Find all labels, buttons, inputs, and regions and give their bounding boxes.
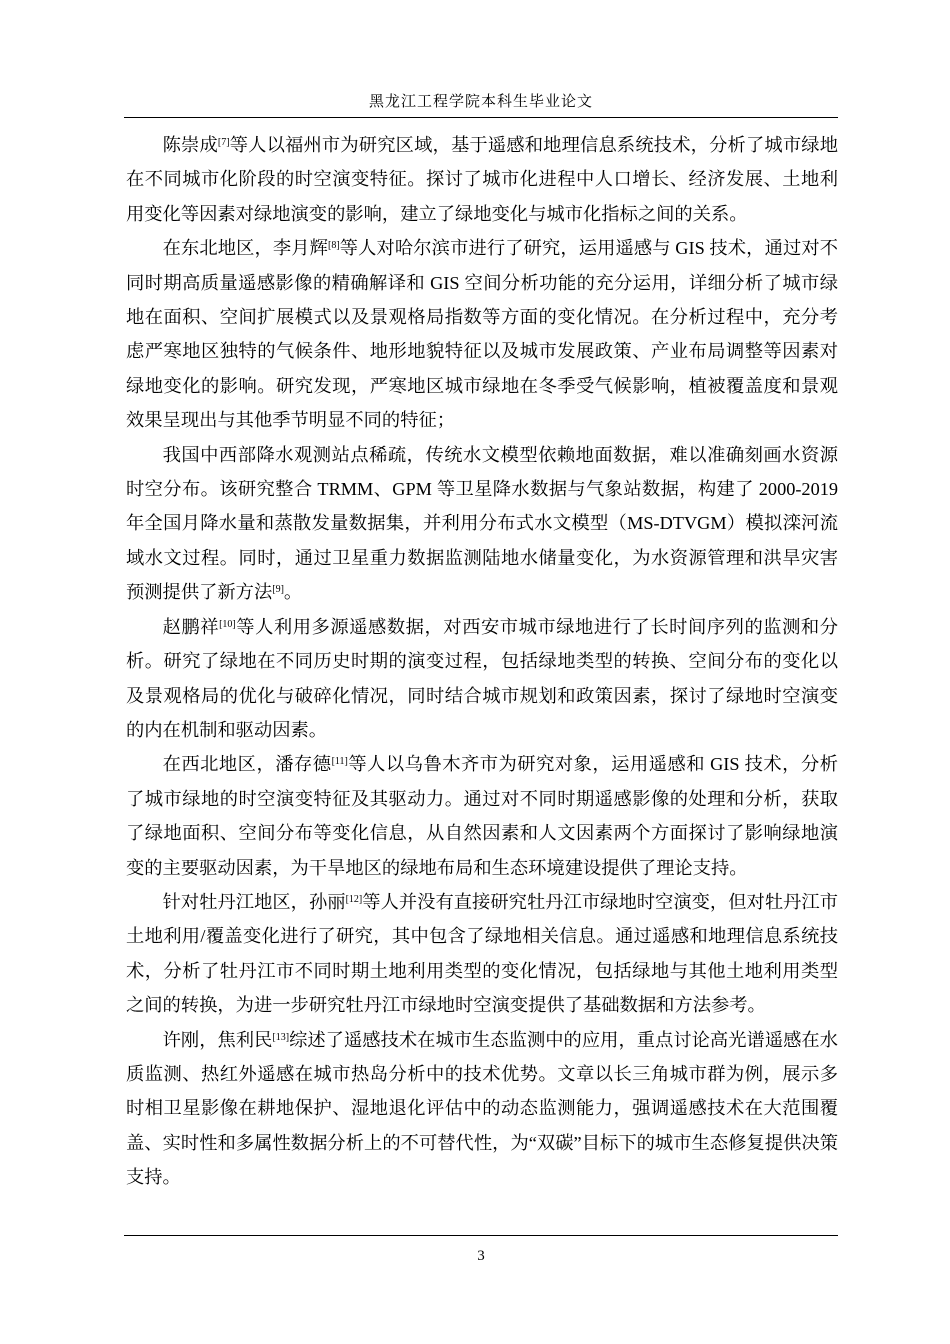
paragraph-text: 针对牡丹江地区，孙丽 — [162, 891, 346, 912]
citation-ref: [10] — [219, 618, 236, 630]
paragraph-text: 等人以福州市为研究区域，基于遥感和地理信息系统技术，分析了城市绿地在不同城市化阶段的时空演变特征。探讨了城市化进程中人口增长、经济发展、土地利用变化等因素对绿地演变的影响，建立了绿地变化与城市化指标之间的关系。 — [126, 135, 839, 224]
paragraph — [126, 885, 838, 1023]
paragraph — [126, 128, 838, 231]
paragraph-text: 我国中西部降水观测站点稀疏，传统水文模型依赖地面数据，难以准确刻画水资源时空分布。该研究整合 TRMM、GPM 等卫星降水数据与气象站数据，构建了 2000-2019 年全国月降水量和蒸散发量数据集，并利用分布式水文模型（MS-DTVGM）模拟滦河流域水文过程。同时，通过卫星重力数据监测陆地水储量变化，为水资源管理和洪旱灾害预测提供了新方法 — [126, 444, 838, 603]
paragraph-text: 赵鹏祥 — [162, 616, 220, 637]
citation-ref: [9] — [272, 584, 284, 596]
paragraph — [126, 1023, 838, 1195]
paragraph-text: 等人对哈尔滨市进行了研究，运用遥感与 GIS 技术，通过对不同时期高质量遥感影像的精确解译和 GIS 空间分析功能的充分运用，详细分析了城市绿地在面积、空间扩展模式以及景观格局指数等方面的变化情况。在分析过程中，充分考虑严寒地区独特的气候条件、地形地貌特征以及城市发展政策、产业布局调整等因素对绿地变化的影响。研究发现，严寒地区城市绿地在冬季受气候影响，植被覆盖度和景观效果呈现出与其他季节明显不同的特征； — [126, 238, 838, 431]
citation-ref: [8] — [328, 240, 340, 252]
running-header: 黑龙江工程学院本科生毕业论文 — [368, 92, 593, 110]
citation-ref: [12] — [345, 893, 363, 905]
paragraph-text: 综述了遥感技术在城市生态监测中的应用，重点讨论高光谱遥感在水质监测、热红外遥感在城市热岛分析中的技术优势。文章以长三角城市群为例，展示多时相卫星影像在耕地保护、湿地退化评估中的动态监测能力，强调遥感技术在大范围覆盖、实时性和多属性数据分析上的不可替代性，为“双碳”目标下的城市生态修复提供决策支持。 — [126, 1029, 839, 1188]
citation-ref: [11] — [331, 756, 348, 768]
paragraph-text: 等人利用多源遥感数据，对西安市城市绿地进行了长时间序列的监测和分析。研究了绿地在不同历史时期的演变过程，包括绿地类型的转换、空间分布的变化以及景观格局的优化与破碎化情况，同时结合城市规划和政策因素，探讨了绿地时空演变的内在机制和驱动因素。 — [126, 616, 839, 740]
paragraph — [126, 747, 838, 885]
header-divider — [124, 117, 838, 118]
page-number: 3 — [477, 1248, 485, 1264]
paragraph-text: 等人并没有直接研究牡丹江市绿地时空演变，但对牡丹江市土地利用/覆盖变化进行了研究，其中包含了绿地相关信息。通过遥感和地理信息系统技术，分析了牡丹江市不同时期土地利用类型的变化情况，包括绿地与其他土地利用类型之间的转换，为进一步研究牡丹江市绿地时空演变提供了基础数据和方法参考。 — [126, 891, 839, 1016]
paragraph-text: 在东北地区，李月辉 — [162, 238, 329, 259]
paragraph-text: 。 — [283, 582, 303, 603]
paragraph-text: 等人以乌鲁木齐市为研究对象，运用遥感和 GIS 技术，分析了城市绿地的时空演变特征及其驱动力。通过对不同时期遥感影像的处理和分析，获取了绿地面积、空间分布等变化信息，从自然因素和人文因素两个方面探讨了影响绿地演变的主要驱动因素，为干旱地区的绿地布局和生态环境建设提供了理论支持。 — [126, 754, 838, 878]
paragraph-text: 陈崇成 — [162, 135, 218, 155]
paragraph — [126, 610, 838, 748]
footer-divider — [124, 1235, 838, 1236]
paragraph-text: 在西北地区，潘存德 — [162, 754, 332, 775]
citation-ref: [7] — [217, 137, 230, 148]
body-text — [126, 128, 838, 1195]
paragraph — [126, 438, 838, 610]
citation-ref: [13] — [272, 1031, 290, 1043]
paragraph — [126, 231, 838, 437]
paragraph-text: 许刚，焦利民 — [162, 1029, 273, 1050]
